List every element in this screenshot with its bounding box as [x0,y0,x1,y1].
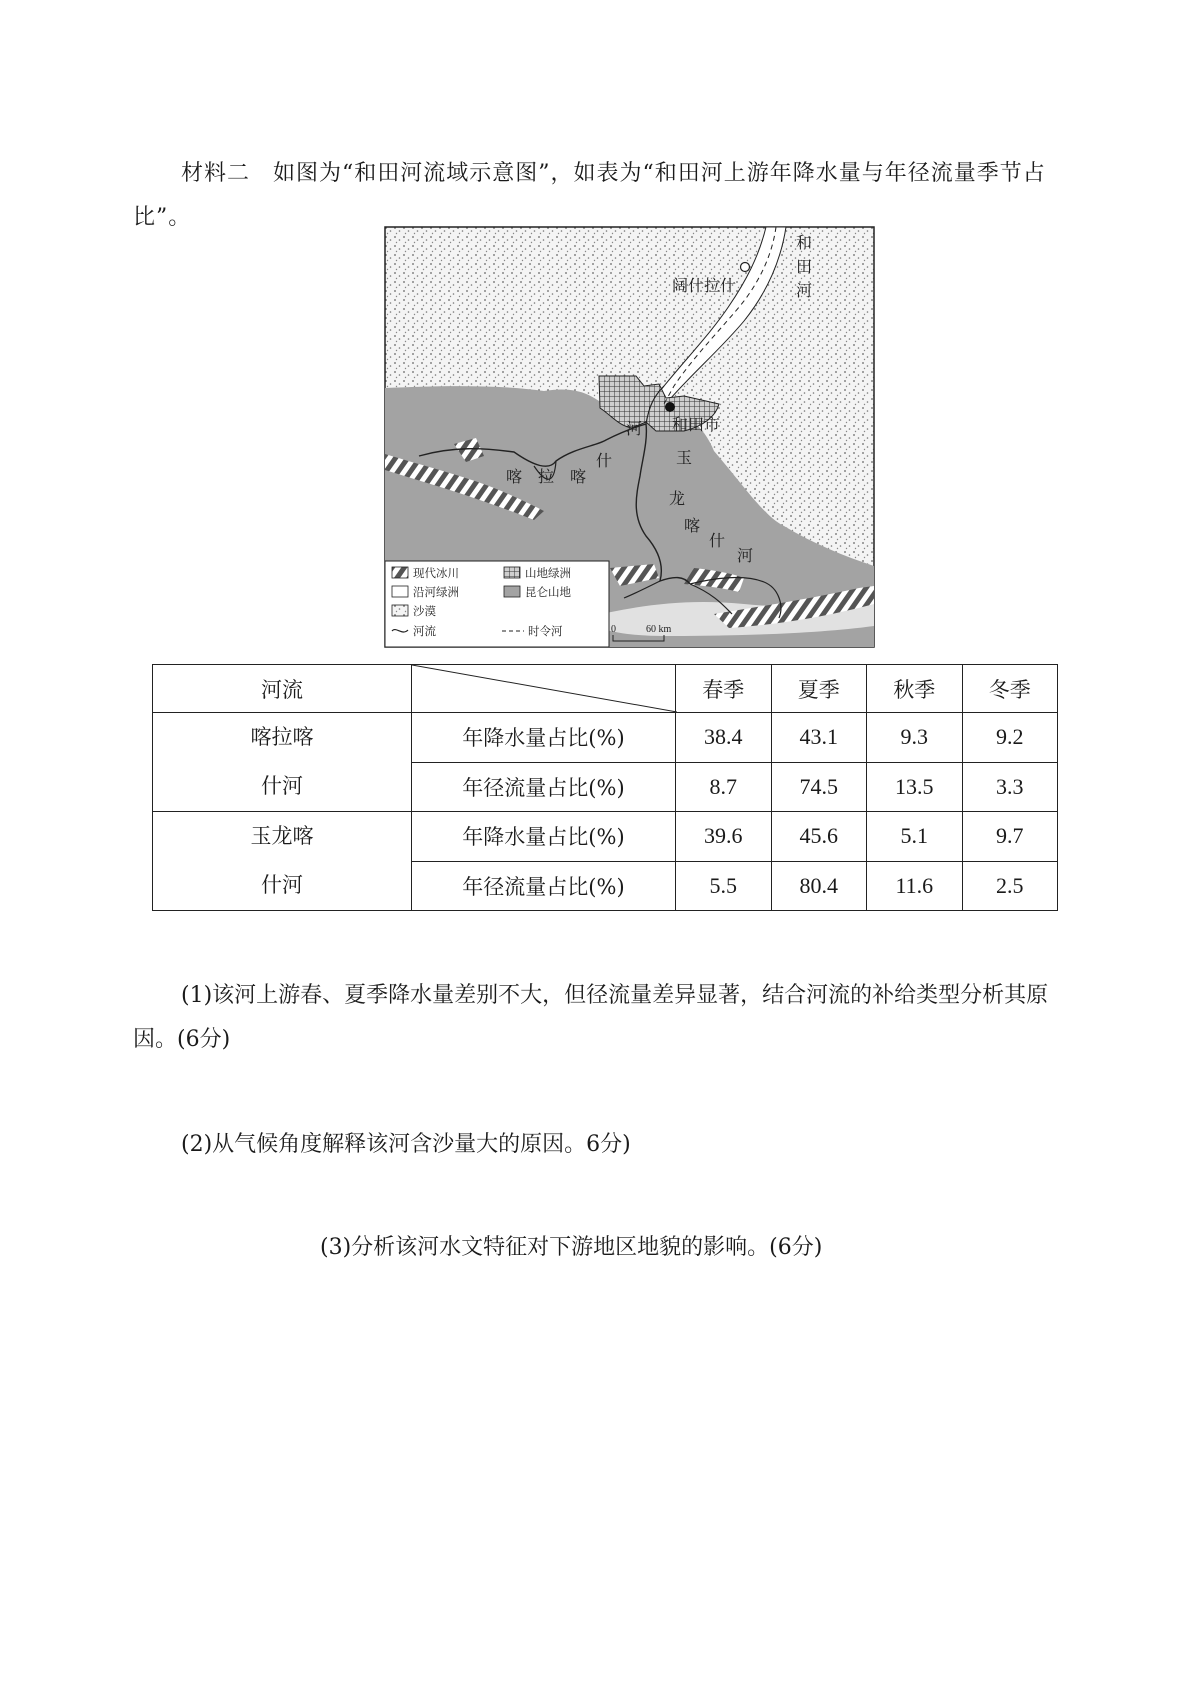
legend-glacier: 现代冰川 [413,566,459,580]
header-spring: 春季 [676,665,772,713]
question-2: (2)从气候角度解释该河含沙量大的原因。6分) [181,1132,631,1157]
legend-river: 河流 [413,624,436,638]
table-cell: 2.5 [962,861,1057,911]
table-cell: 3.3 [962,762,1057,812]
map-label-yulong-3: 喀 [684,516,701,535]
question-3: (3)分析该河水文特征对下游地区地貌的影响。(6分) [320,1235,823,1260]
header-diagonal-line [412,665,677,712]
hetian-river-basin-map [384,226,875,648]
map-label-hetian-tian: 田 [796,257,813,276]
table-cell: 9.2 [962,713,1057,763]
map-label-kala-3: 喀 [570,467,587,486]
map-label-yulong-5: 河 [737,546,754,565]
legend-seasonal-river: 时令河 [528,624,563,638]
scale-zero: 0 [611,624,616,635]
header-river: 河流 [153,665,412,713]
intro-paragraph: 材料二 如图为“和田河流域示意图”，如表为“和田河上游年降水量与年径流量季节占比”。 [133,161,1046,230]
table-cell: 9.3 [867,713,963,763]
river-name-yurungkash: 玉龙喀 什河 [153,812,412,911]
header-summer: 夏季 [771,665,867,713]
table-cell: 39.6 [676,812,772,862]
table-cell: 74.5 [771,762,867,812]
kuoshilashi-marker [741,263,750,272]
row-label: 年降水量占比(%) [411,812,675,862]
table-cell: 45.6 [771,812,867,862]
legend-kunlun: 昆仑山地 [525,585,571,599]
table-header-row [153,665,1058,713]
hetian-city-marker [665,402,675,412]
question-1: (1)该河上游春、夏季降水量差别不大，但径流量差异显著，结合河流的补给类型分析其原因。(6分) [133,983,1049,1052]
legend-mountain-oasis: 山地绿洲 [525,566,571,580]
map-label-kuoshilashi: 阔什拉什 [672,276,737,295]
legend-desert: 沙漠 [413,604,436,618]
map-label-yulong-4: 什 [709,531,726,550]
precipitation-runoff-table [152,664,1058,911]
table-cell: 8.7 [676,762,772,812]
table-cell: 5.5 [676,861,772,911]
map-label-yulong-1: 玉 [676,448,693,467]
map-label-kala-1: 喀 [506,467,523,486]
table-cell: 9.7 [962,812,1057,862]
table-cell: 11.6 [867,861,963,911]
table-row [153,812,1058,862]
legend-river-oasis: 沿河绿洲 [413,585,459,599]
table-cell: 43.1 [771,713,867,763]
map-label-yulong-2: 龙 [669,489,686,508]
map-label-hetian-river: 河 [796,281,813,300]
map-label-kala-4: 什 [596,451,613,470]
map-label-hetian-city: 和田市 [672,415,721,434]
header-winter: 冬季 [962,665,1057,713]
map-label-hetian-he: 和 [796,233,813,252]
header-diagonal-cell [411,665,675,713]
row-label: 年径流量占比(%) [411,762,675,812]
table-cell: 80.4 [771,861,867,911]
table-cell: 38.4 [676,713,772,763]
row-label: 年降水量占比(%) [411,713,675,763]
scale-distance: 60 km [646,624,672,635]
table-cell: 5.1 [867,812,963,862]
header-autumn: 秋季 [867,665,963,713]
river-name-karakash: 喀拉喀 什河 [153,713,412,812]
map-label-kala-2: 拉 [538,467,555,486]
map-label-kala-5: 河 [626,419,643,438]
table-row [153,713,1058,763]
table-cell: 13.5 [867,762,963,812]
row-label: 年径流量占比(%) [411,861,675,911]
